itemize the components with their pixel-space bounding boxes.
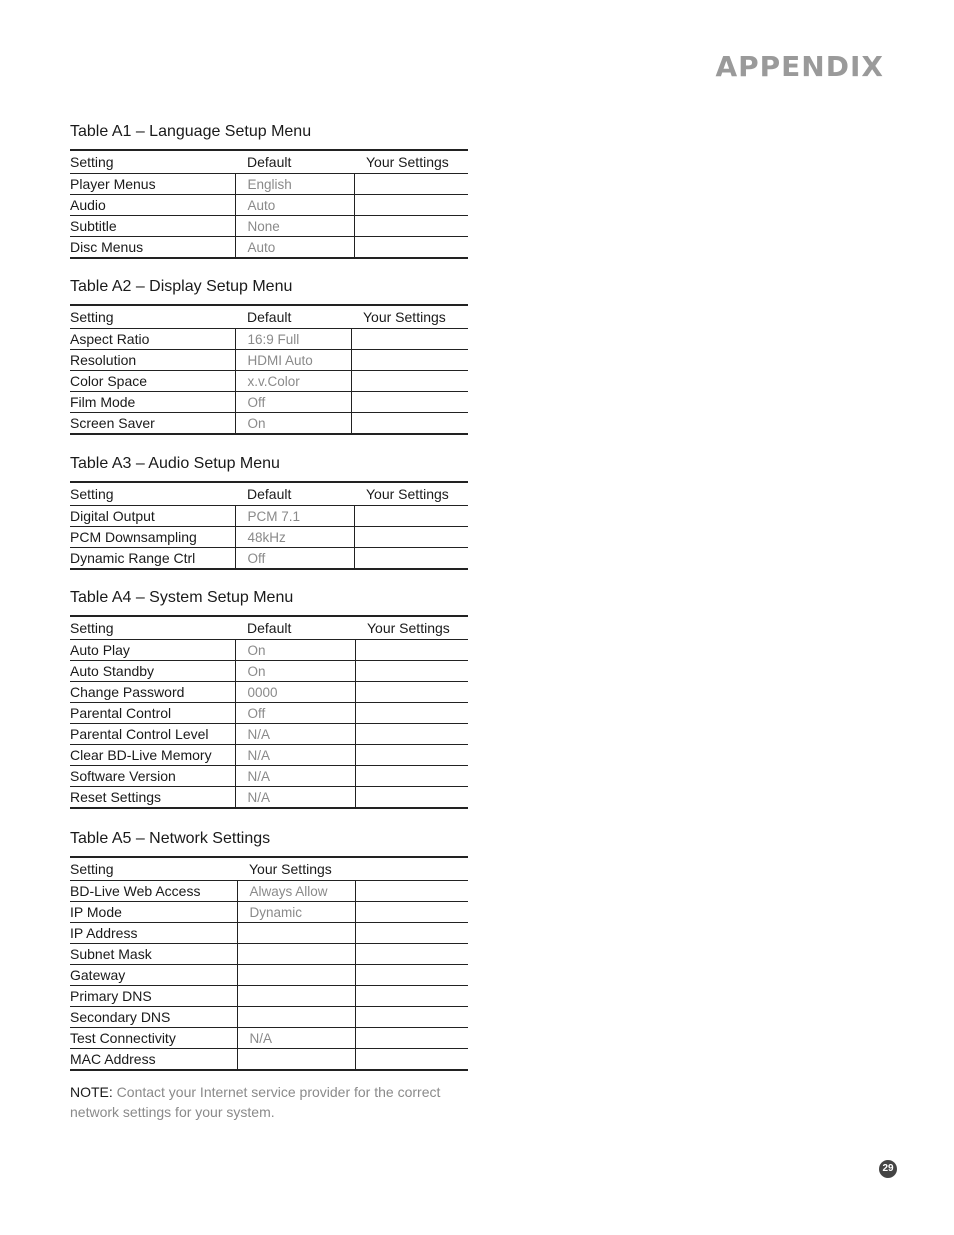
network-note — [70, 1082, 468, 1122]
default-value-cell — [237, 923, 355, 944]
your-settings-cell — [354, 527, 468, 548]
table-row — [70, 174, 468, 195]
column-header: Your Settings — [351, 305, 468, 329]
page-number-badge: 29 — [879, 1160, 897, 1178]
setting-name-cell: Parental Control Level — [70, 724, 235, 745]
your-settings-cell — [355, 640, 468, 661]
default-value-cell: 48kHz — [235, 527, 354, 548]
page-header-title: APPENDIX — [715, 50, 884, 83]
default-value-cell: Off — [235, 392, 351, 413]
table-row — [70, 1007, 468, 1028]
table-row — [70, 1028, 468, 1049]
table-header-row — [70, 857, 468, 881]
setting-name-cell: Resolution — [70, 350, 235, 371]
setting-name-cell: Software Version — [70, 766, 235, 787]
table-title: Table A5 – Network Settings — [70, 830, 271, 847]
default-value-cell: N/A — [237, 1028, 355, 1049]
table-row — [70, 392, 468, 413]
column-header: Your Settings — [237, 857, 355, 881]
default-value-cell — [237, 965, 355, 986]
default-value-cell: None — [235, 216, 354, 237]
your-settings-cell — [355, 703, 468, 724]
table-row — [70, 902, 468, 923]
table-row — [70, 682, 468, 703]
your-settings-cell — [354, 174, 468, 195]
your-settings-cell — [351, 329, 468, 350]
default-value-cell — [237, 944, 355, 965]
your-settings-cell — [355, 787, 468, 809]
table-row — [70, 237, 468, 259]
setting-name-cell: Gateway — [70, 965, 237, 986]
your-settings-cell — [351, 350, 468, 371]
column-header: Default — [235, 305, 351, 329]
default-value-cell: Auto — [235, 237, 354, 259]
your-settings-cell — [355, 766, 468, 787]
table-row — [70, 724, 468, 745]
column-header: Your Settings — [354, 150, 468, 174]
default-value-cell: N/A — [235, 787, 355, 809]
table-row — [70, 1049, 468, 1071]
default-value-cell: x.v.Color — [235, 371, 351, 392]
default-value-cell: N/A — [235, 724, 355, 745]
default-value-cell: Dynamic — [237, 902, 355, 923]
setting-name-cell: PCM Downsampling — [70, 527, 235, 548]
default-value-cell: Off — [235, 703, 355, 724]
setting-name-cell: Aspect Ratio — [70, 329, 235, 350]
column-header: Setting — [70, 305, 235, 329]
default-value-cell: English — [235, 174, 354, 195]
setting-name-cell: Digital Output — [70, 506, 235, 527]
table-row — [70, 745, 468, 766]
setting-name-cell: Dynamic Range Ctrl — [70, 548, 235, 570]
default-value-cell — [237, 1049, 355, 1071]
table-a4-section — [70, 589, 468, 809]
default-value-cell: Off — [235, 548, 354, 570]
default-value-cell: HDMI Auto — [235, 350, 351, 371]
setting-name-cell: Auto Play — [70, 640, 235, 661]
your-settings-cell — [355, 944, 468, 965]
default-value-cell: Always Allow — [237, 881, 355, 902]
default-value-cell: N/A — [235, 766, 355, 787]
table-row — [70, 787, 468, 809]
table-row — [70, 548, 468, 570]
table-a1-section — [70, 123, 468, 259]
setting-name-cell: Reset Settings — [70, 787, 235, 809]
setting-name-cell: Color Space — [70, 371, 235, 392]
column-header: Setting — [70, 616, 235, 640]
note-text: Contact your Internet service provider for the correct network settings for your system. — [70, 1084, 441, 1120]
setting-name-cell: Test Connectivity — [70, 1028, 237, 1049]
setting-name-cell: IP Mode — [70, 902, 237, 923]
table-row — [70, 195, 468, 216]
table-row — [70, 350, 468, 371]
table-title: Table A3 – Audio Setup Menu — [70, 455, 280, 472]
default-value-cell: PCM 7.1 — [235, 506, 354, 527]
table-a3-section — [70, 455, 468, 570]
default-value-cell: On — [235, 413, 351, 435]
your-settings-cell — [355, 1028, 468, 1049]
column-header: Your Settings — [354, 482, 468, 506]
table-title: Table A1 – Language Setup Menu — [70, 123, 312, 140]
table-a5-section — [70, 830, 468, 1071]
your-settings-cell — [351, 371, 468, 392]
your-settings-cell — [354, 195, 468, 216]
setting-name-cell: MAC Address — [70, 1049, 237, 1071]
default-value-cell: Auto — [235, 195, 354, 216]
column-header: Default — [235, 150, 354, 174]
your-settings-cell — [355, 965, 468, 986]
table-row — [70, 703, 468, 724]
setting-name-cell: Player Menus — [70, 174, 235, 195]
your-settings-cell — [354, 216, 468, 237]
table-row — [70, 371, 468, 392]
settings-table — [70, 149, 468, 259]
setting-name-cell: Parental Control — [70, 703, 235, 724]
setting-name-cell: Change Password — [70, 682, 235, 703]
table-row — [70, 506, 468, 527]
settings-table — [70, 481, 468, 570]
your-settings-cell — [355, 1007, 468, 1028]
column-header: Default — [235, 482, 354, 506]
settings-table — [70, 304, 468, 435]
your-settings-cell — [354, 506, 468, 527]
table-row — [70, 661, 468, 682]
table-row — [70, 923, 468, 944]
setting-name-cell: Secondary DNS — [70, 1007, 237, 1028]
your-settings-cell — [355, 682, 468, 703]
table-title: Table A2 – Display Setup Menu — [70, 278, 293, 295]
your-settings-cell — [351, 413, 468, 435]
setting-name-cell: Screen Saver — [70, 413, 235, 435]
default-value-cell: 0000 — [235, 682, 355, 703]
setting-name-cell: Clear BD-Live Memory — [70, 745, 235, 766]
default-value-cell: 16:9 Full — [235, 329, 351, 350]
setting-name-cell: Subnet Mask — [70, 944, 237, 965]
default-value-cell: N/A — [235, 745, 355, 766]
setting-name-cell: Audio — [70, 195, 235, 216]
table-row — [70, 413, 468, 435]
column-header: Your Settings — [355, 616, 468, 640]
setting-name-cell: Disc Menus — [70, 237, 235, 259]
default-value-cell: On — [235, 640, 355, 661]
your-settings-cell — [355, 902, 468, 923]
your-settings-cell — [351, 392, 468, 413]
your-settings-cell — [355, 986, 468, 1007]
table-row — [70, 965, 468, 986]
setting-name-cell: BD-Live Web Access — [70, 881, 237, 902]
table-row — [70, 640, 468, 661]
table-header-row — [70, 305, 468, 329]
your-settings-cell — [355, 923, 468, 944]
table-row — [70, 766, 468, 787]
table-row — [70, 881, 468, 902]
your-settings-cell — [355, 745, 468, 766]
note-label: NOTE: — [70, 1084, 113, 1100]
table-row — [70, 216, 468, 237]
setting-name-cell: Film Mode — [70, 392, 235, 413]
table-header-row — [70, 482, 468, 506]
table-a2-section — [70, 278, 468, 435]
your-settings-cell — [355, 724, 468, 745]
setting-name-cell: Auto Standby — [70, 661, 235, 682]
column-header: Setting — [70, 857, 237, 881]
table-row — [70, 527, 468, 548]
your-settings-cell — [354, 237, 468, 259]
default-value-cell — [237, 986, 355, 1007]
setting-name-cell: Primary DNS — [70, 986, 237, 1007]
settings-table — [70, 856, 468, 1071]
table-row — [70, 944, 468, 965]
your-settings-cell — [355, 881, 468, 902]
table-row — [70, 986, 468, 1007]
column-header — [355, 857, 468, 881]
table-header-row — [70, 616, 468, 640]
column-header: Setting — [70, 150, 235, 174]
your-settings-cell — [354, 548, 468, 570]
settings-table — [70, 615, 468, 809]
default-value-cell: On — [235, 661, 355, 682]
table-header-row — [70, 150, 468, 174]
your-settings-cell — [355, 1049, 468, 1071]
your-settings-cell — [355, 661, 468, 682]
column-header: Setting — [70, 482, 235, 506]
default-value-cell — [237, 1007, 355, 1028]
setting-name-cell: IP Address — [70, 923, 237, 944]
setting-name-cell: Subtitle — [70, 216, 235, 237]
table-title: Table A4 – System Setup Menu — [70, 589, 294, 606]
column-header: Default — [235, 616, 355, 640]
table-row — [70, 329, 468, 350]
